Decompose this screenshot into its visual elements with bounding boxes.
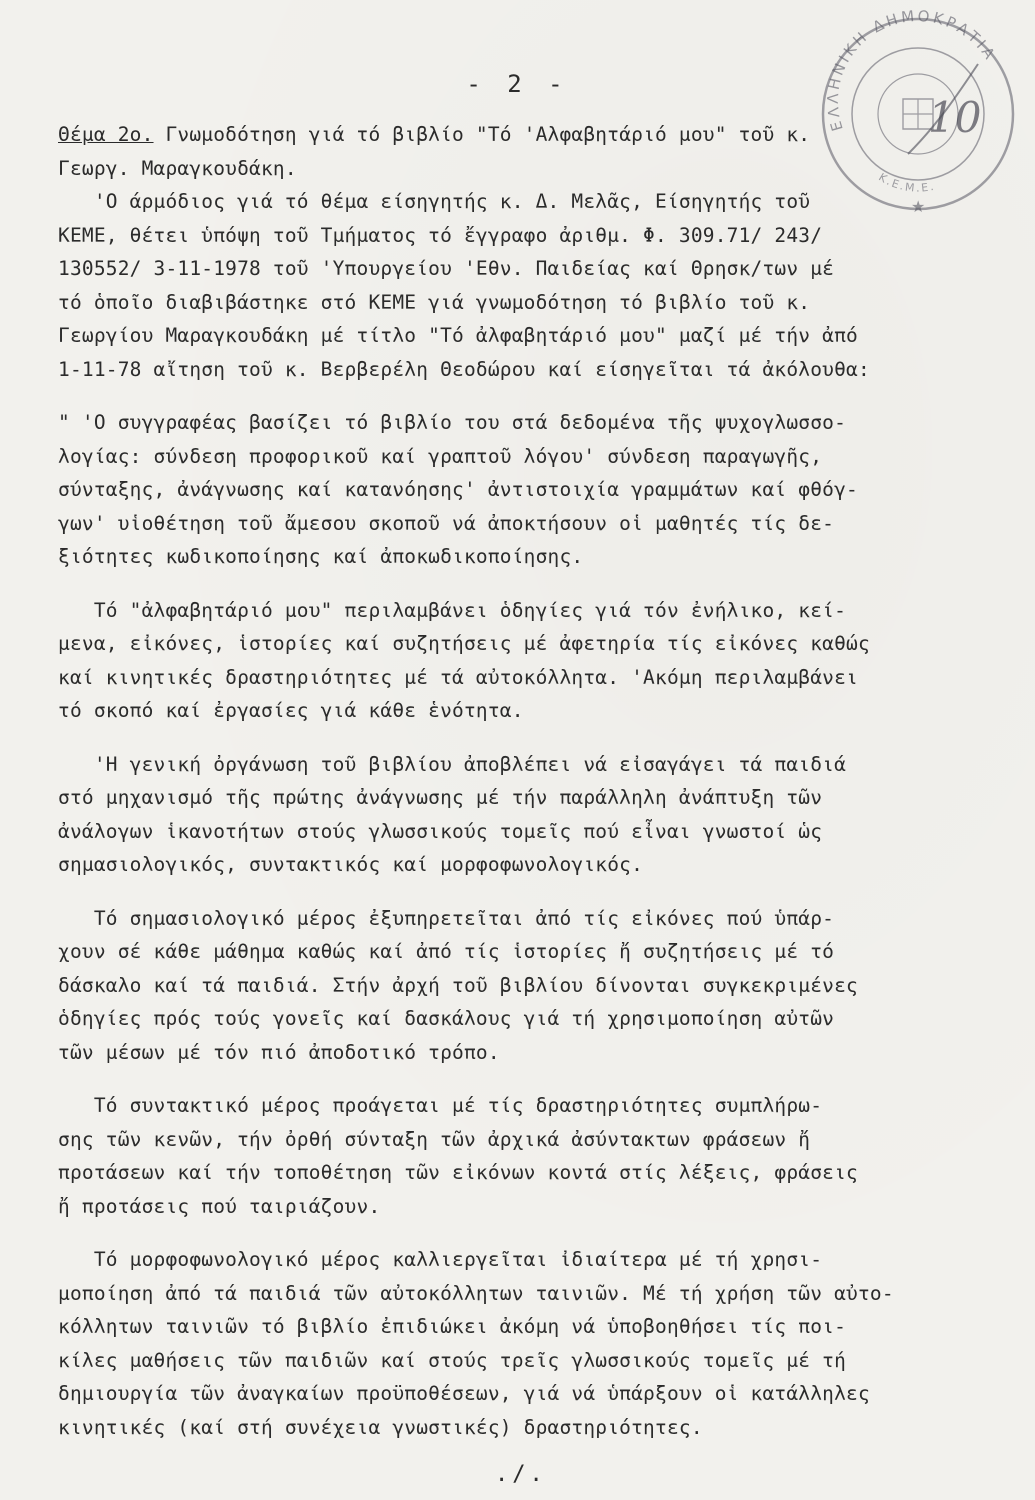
paragraph-gap bbox=[58, 574, 993, 594]
continuation-mark: ./. bbox=[495, 1462, 547, 1487]
text-line: σης τῶν κενῶν, τήν ὀρθή σύνταξη τῶν ἀρχικά ἀσύντακτων φράσεων ἤ bbox=[58, 1127, 811, 1151]
text-line: ὁδηγίες πρός τούς γονεῖς καί δασκάλους γιά τή χρησιμοποίηση αὐτῶν bbox=[58, 1007, 835, 1030]
text-line: ξιότητες κωδικοποίησης καί ἀποκωδικοποίησης. bbox=[58, 545, 584, 568]
paragraph-gap bbox=[58, 882, 993, 902]
text-line: Γεωργ. Μαραγκουδάκη. bbox=[58, 156, 297, 180]
text-line: 'Η γενική ὀργάνωση τοῦ βιβλίου ἀποβλέπει νά εἰσαγάγει τά παιδιά bbox=[58, 752, 847, 776]
text-line: κινητικές (καί στή συνέχεια γνωστικές) δραστηριότητες. bbox=[58, 1415, 703, 1439]
paragraph-gap bbox=[58, 728, 993, 748]
text-line: τό ὁποῖο διαβιβάστηκε στό ΚΕΜΕ γιά γνωμοδότηση τό βιβλίο τοῦ κ. bbox=[58, 290, 811, 314]
text-line: καί κινητικές δραστηριότητες μέ τά αὐτοκόλλητα. 'Ακόμη περιλαμβάνει bbox=[58, 665, 858, 689]
topic-title: Γνωμοδότηση γιά τό βιβλίο "Τό 'Αλφαβητάριό μου" τοῦ κ. bbox=[153, 123, 811, 146]
text-line: προτάσεων καί τήν τοποθέτηση τῶν εἰκόνων κοντά στίς λέξεις, φράσεις bbox=[58, 1161, 858, 1184]
text-line: ἀνάλογων ἱκανοτήτων στούς γλωσσικούς τομεῖς πού εἶναι γνωστοί ὡς bbox=[58, 819, 823, 843]
text-line: στό μηχανισμό τῆς πρώτης ἀνάγνωσης μέ τήν παράλληλη ἀνάπτυξη τῶν bbox=[58, 786, 823, 809]
text-line: " 'Ο συγγραφέας βασίζει τό βιβλίο του στά δεδομένα τῆς ψυχογλωσσο- bbox=[58, 411, 847, 434]
document-body bbox=[58, 118, 993, 1444]
text-line: Τό "ἀλφαβητάριό μου" περιλαμβάνει ὁδηγίες γιά τόν ἐνήλικο, κεί- bbox=[58, 598, 847, 622]
topic-label: Θέμα 2ο. bbox=[58, 123, 154, 146]
svg-text:★: ★ bbox=[911, 197, 926, 216]
text-line: χουν σέ κάθε μάθημα καθώς καί ἀπό τίς ἱστορίες ἤ συζητήσεις μέ τό bbox=[58, 940, 835, 963]
text-line: 1-11-78 αἴτηση τοῦ κ. Βερβερέλη Θεοδώρου καί είσηγεῖται τά ἀκόλουθα: bbox=[58, 357, 870, 381]
text-line: Γεωργίου Μαραγκουδάκη μέ τίτλο "Τό ἀλφαβητάριό μου" μαζί μέ τήν ἀπό bbox=[58, 324, 858, 347]
text-line: ΚΕΜΕ, θέτει ὑπόψη τοῦ Τμήματος τό ἔγγραφο ἀριθμ. Φ. 309.71/ 243/ bbox=[58, 223, 823, 247]
paragraph-gap bbox=[58, 1223, 993, 1243]
text-line: ἤ προτάσεις πού ταιριάζουν. bbox=[58, 1194, 381, 1218]
text-line: Τό συντακτικό μέρος προάγεται μέ τίς δραστηριότητες συμπλήρω- bbox=[58, 1094, 823, 1117]
paragraph-gap bbox=[58, 386, 993, 406]
text-line: Τό σημασιολογικό μέρος ἐξυπηρετεῖται ἀπό τίς εἰκόνες πού ὑπάρ- bbox=[58, 906, 835, 930]
svg-text:ΕΛΛΗΝΙΚΗ ΔΗΜΟΚΡΑΤΙΑ: ΕΛΛΗΝΙΚΗ ΔΗΜΟΚΡΑΤΙΑ bbox=[823, 6, 1000, 134]
text-line: τῶν μέσων μέ τόν πιό ἀποδοτικό τρόπο. bbox=[58, 1040, 500, 1064]
text-line: 'Ο άρμόδιος γιά τό θέμα είσηγητής κ. Δ. Μελᾶς, Είσηγητής τοῦ bbox=[58, 190, 811, 213]
text-line: κόλλητων ταινιῶν τό βιβλίο ἐπιδιώκει ἀκόμη νά ὑποβοηθήσει τίς ποι- bbox=[58, 1315, 847, 1338]
stamp-signature: 10 bbox=[928, 93, 982, 142]
text-line: δημιουργία τῶν ἀναγκαίων προϋποθέσεων, γιά νά ὑπάρξουν οἱ κατάλληλες bbox=[58, 1382, 870, 1405]
svg-text:Κ.Ε.Μ.Ε.: Κ.Ε.Μ.Ε. bbox=[876, 170, 937, 195]
paragraph-gap bbox=[58, 1069, 993, 1089]
text-line: Τό μορφοφωνολογικό μέρος καλλιεργεῖται ἰδιαίτερα μέ τή χρησι- bbox=[58, 1248, 823, 1271]
text-line: σημασιολογικός, συντακτικός καί μορφοφωνολογικός. bbox=[58, 853, 644, 876]
text-line: μοποίηση ἀπό τά παιδιά τῶν αὐτοκόλλητων ταινιῶν. Μέ τή χρήση τῶν αὐτο- bbox=[58, 1281, 894, 1305]
text-line: γων' υἱοθέτηση τοῦ ἄμεσου σκοποῦ νά ἀποκτήσουν οἱ μαθητές τίς δε- bbox=[58, 511, 835, 535]
text-line: κίλες μαθήσεις τῶν παιδιῶν καί στούς τρεῖς γλωσσικούς τομεῖς μέ τή bbox=[58, 1348, 847, 1372]
text-line: τό σκοπό καί ἐργασίες γιά κάθε ἑνότητα. bbox=[58, 699, 524, 722]
text-line: σύνταξης, ἀνάγνωσης καί κατανόησης' ἀντιστοιχία γραμμάτων καί φθόγ- bbox=[58, 478, 858, 501]
text-line: μενα, εἰκόνες, ἱστορίες καί συζητήσεις μέ ἀφετηρία τίς εἰκόνες καθώς bbox=[58, 632, 870, 655]
topic-heading-line bbox=[58, 118, 993, 152]
text-line: 130552/ 3-11-1978 τοῦ 'Υπουργείου 'Εθν. Παιδείας καί Θρησκ/των μέ bbox=[58, 257, 835, 280]
text-line: δάσκαλο καί τά παιδιά. Στήν ἀρχή τοῦ βιβλίου δίνονται συγκεκριμένες bbox=[58, 973, 858, 997]
page-number: - 2 - bbox=[466, 70, 569, 98]
text-line: λογίας: σύνδεση προφορικοῦ καί γραπτοῦ λόγου' σύνδεση παραγωγῆς, bbox=[58, 444, 823, 468]
